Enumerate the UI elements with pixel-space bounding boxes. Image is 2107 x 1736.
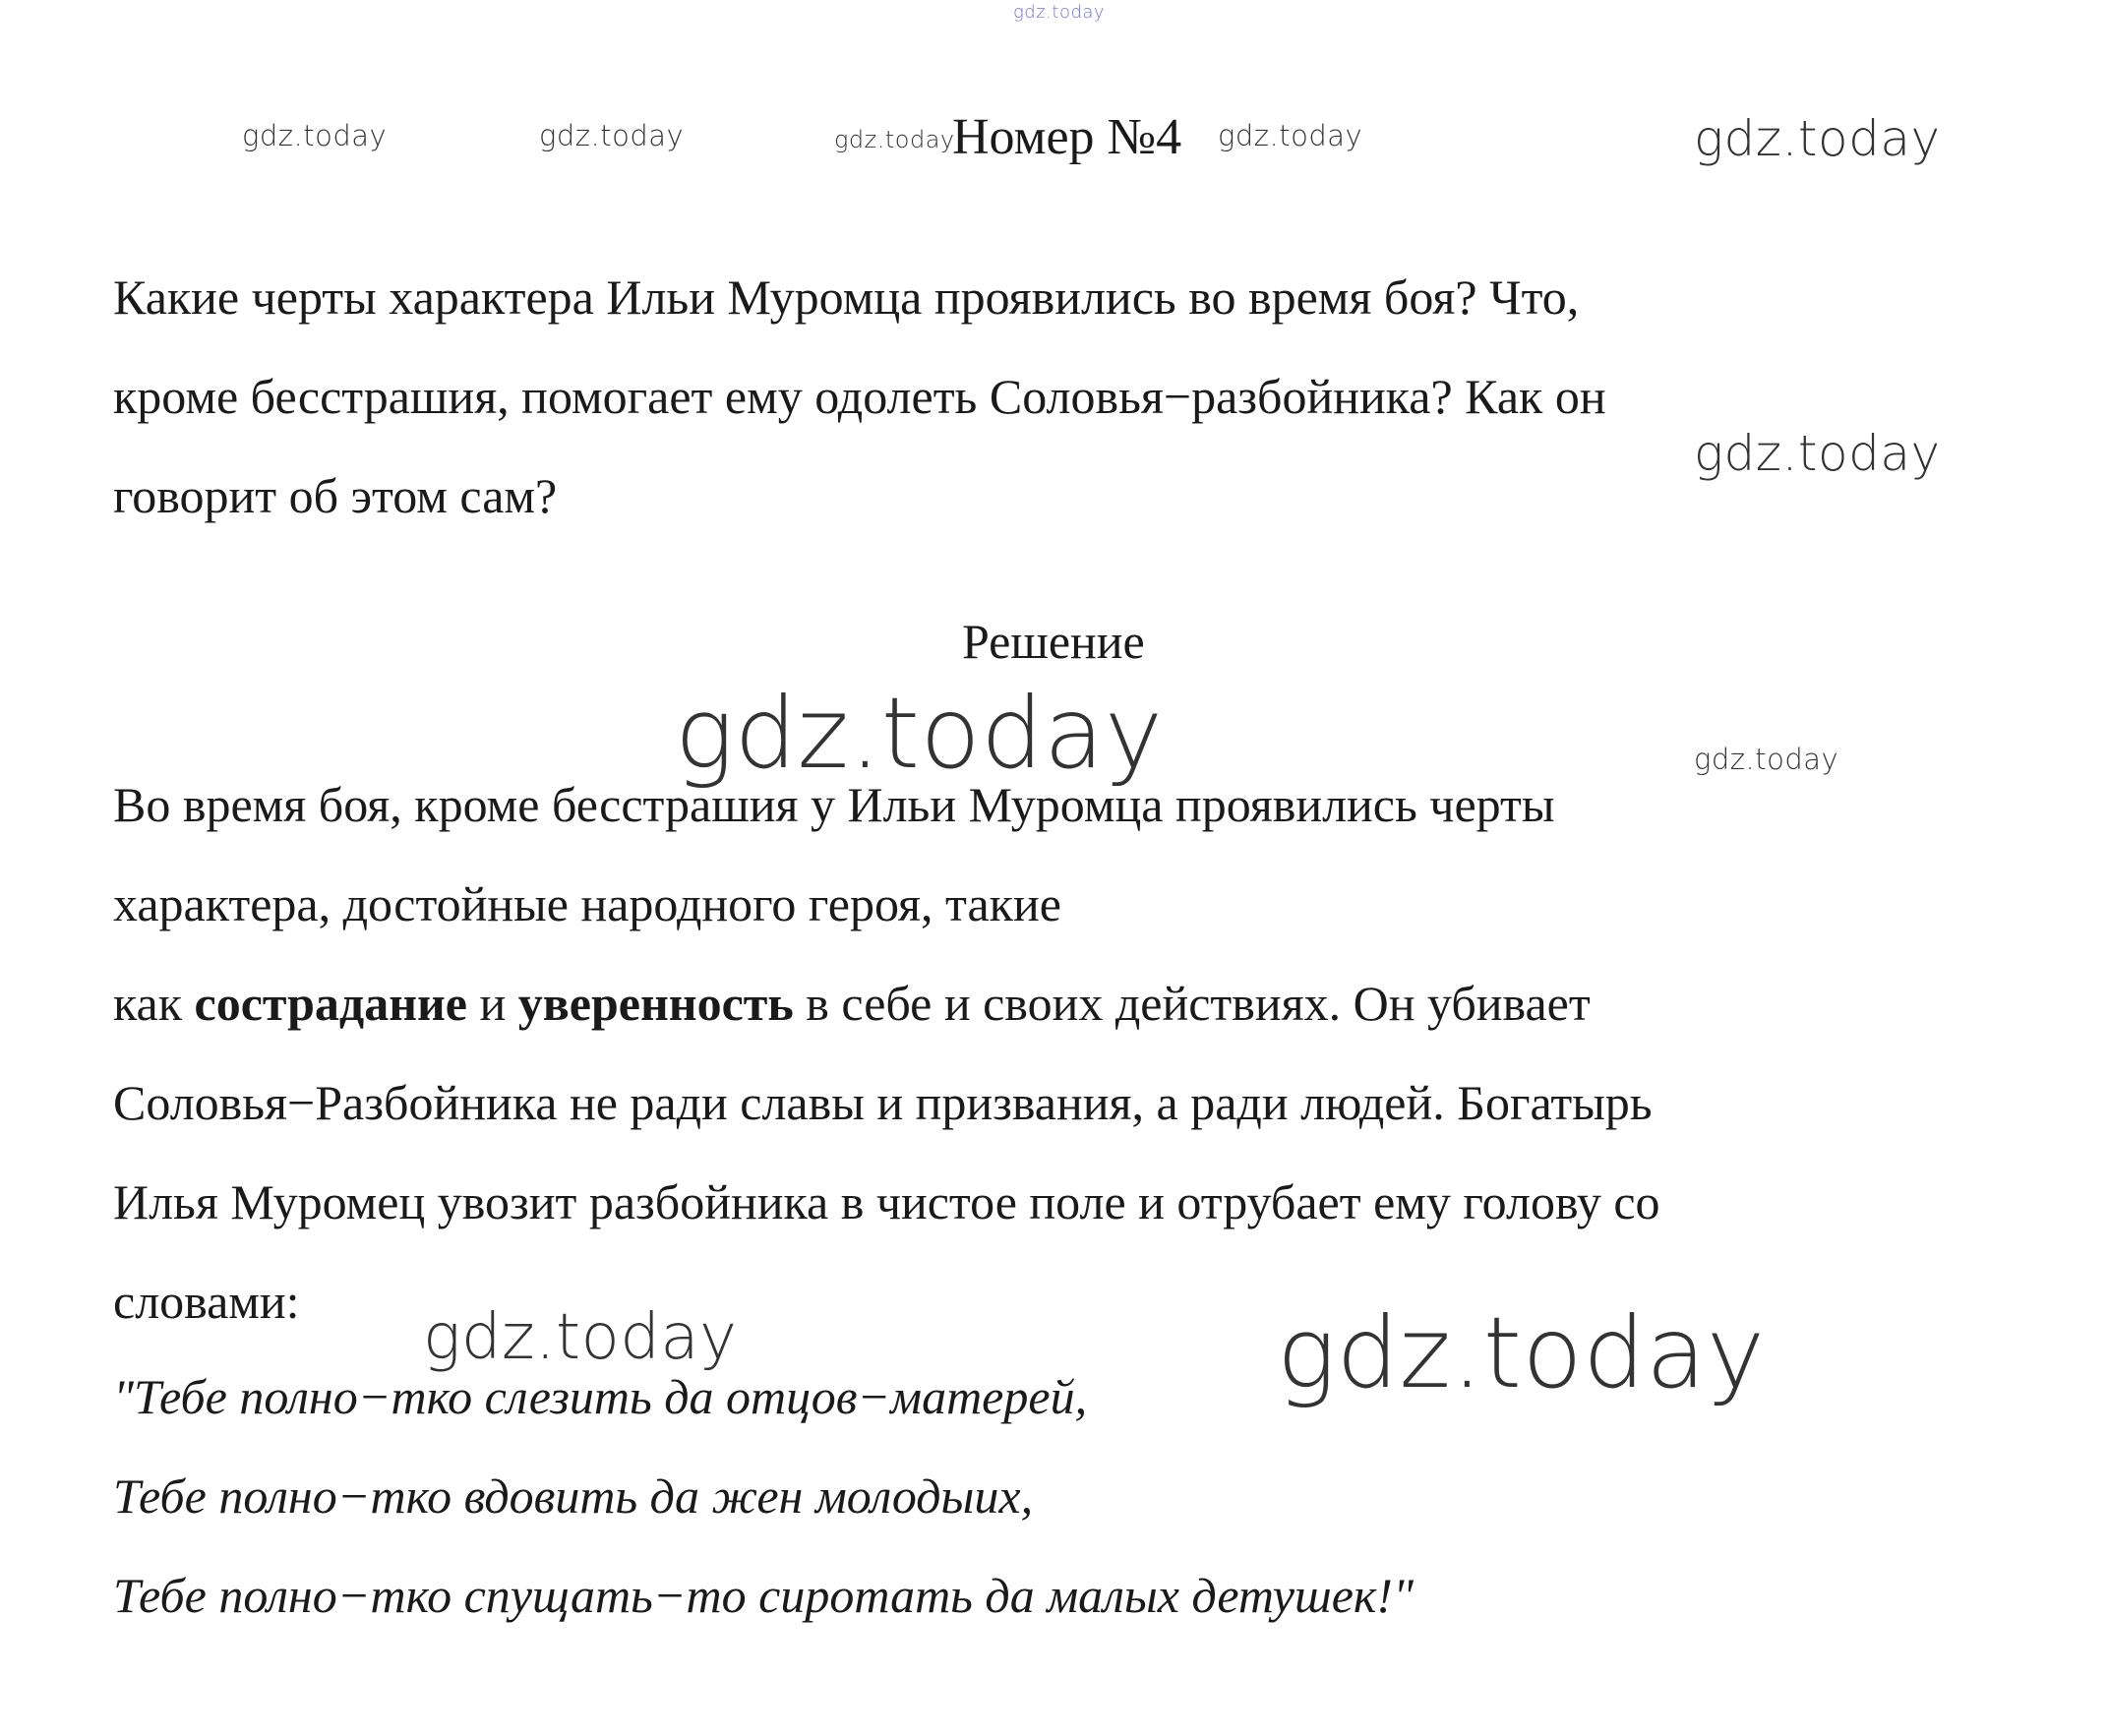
solution-line: Во время боя, кроме бесстрашия у Ильи Муромца проявились черты [113, 777, 1555, 832]
question-line: говорит об этом сам? [113, 468, 558, 523]
watermark-quote-left: gdz.today [423, 1301, 738, 1374]
solution-line: Илья Муромец увозит разбойника в чистое поле и отрубает ему голову со [113, 1174, 1660, 1229]
solution-text-segment: как [113, 976, 195, 1031]
watermark-question-right: gdz.today [1694, 425, 1941, 482]
question-line: Какие черты характера Ильи Муромца проявились во время боя? Что, [113, 269, 1580, 325]
watermark-header-4: gdz.today [1218, 119, 1363, 152]
solution-line: характера, достойные народного героя, такие [113, 876, 1061, 931]
solution-text-segment: и [467, 976, 518, 1031]
question-text [113, 248, 2002, 546]
solution-line: Соловья−Разбойника не ради славы и призвания, а ради людей. Богатырь [113, 1075, 1653, 1130]
emphasis-confidence: уверенность [517, 976, 794, 1031]
solution-text [113, 755, 2002, 1351]
watermark-header-1: gdz.today [242, 119, 388, 152]
question-line: кроме бесстрашия, помогает ему одолеть Соловья−разбойника? Как он [113, 369, 1606, 424]
page-title: Номер №4 [952, 109, 1182, 165]
solution-line: словами: [113, 1274, 300, 1329]
solution-line [113, 954, 2002, 1053]
quote-line: Тебе полно−тко вдовить да жен молодыих, [113, 1468, 1034, 1524]
watermark-top: gdz.today [1013, 2, 1106, 23]
emphasis-compassion: сострадание [194, 976, 467, 1031]
watermark-quote-right-large: gdz.today [1277, 1295, 1766, 1410]
watermark-header-3: gdz.today [834, 126, 955, 153]
quote-line: Тебе полно−тко спущать−то сиротать да малых детушек!" [113, 1568, 1414, 1623]
quote-line: "Тебе полно−тко слезить да отцов−матерей, [113, 1369, 1088, 1424]
watermark-solution-right: gdz.today [1694, 743, 1839, 776]
solution-heading: Решение [962, 614, 1145, 669]
solution-text-segment: в себе и своих действиях. Он убивает [793, 976, 1591, 1031]
watermark-header-2: gdz.today [539, 119, 685, 152]
watermark-solution-large: gdz.today [675, 676, 1164, 791]
watermark-header-right: gdz.today [1694, 110, 1941, 167]
quote-block [113, 1347, 1414, 1646]
